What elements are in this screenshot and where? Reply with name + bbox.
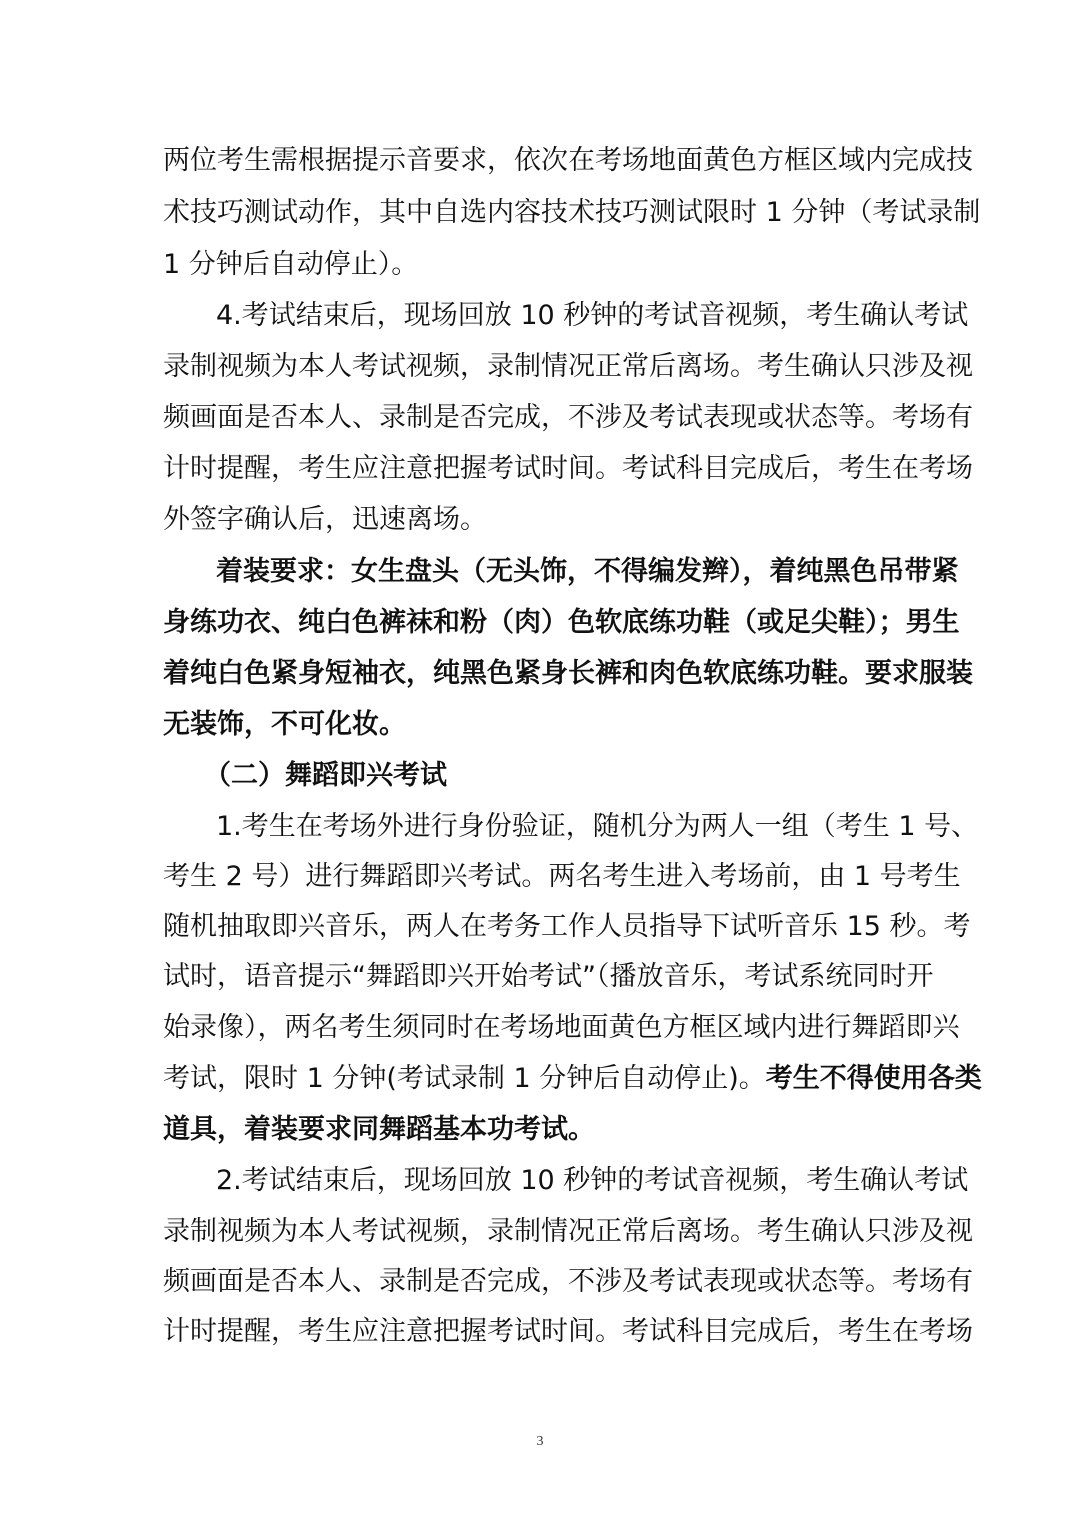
text-line: 录制视频为本人考试视频，录制情况正常后离场。考生确认只涉及视 (163, 1216, 973, 1247)
page-number: 3 (536, 1434, 544, 1449)
text-line: 4.考试结束后，现场回放 10 秒钟的考试音视频，考生确认考试 (216, 300, 969, 331)
text-line: 计时提醒，考生应注意把握考试时间。考试科目完成后，考生在考场 (163, 453, 973, 484)
text-line: 计时提醒，考生应注意把握考试时间。考试科目完成后，考生在考场 (163, 1316, 973, 1347)
text-line: 频画面是否本人、录制是否完成，不涉及考试表现或状态等。考场有 (163, 1266, 973, 1297)
text-line: 频画面是否本人、录制是否完成，不涉及考试表现或状态等。考场有 (163, 402, 973, 433)
text-line: 术技巧测试动作，其中自选内容技术技巧测试限时 1 分钟（考试录制 (163, 197, 981, 228)
text-line: 2.考试结束后，现场回放 10 秒钟的考试音视频，考生确认考试 (216, 1165, 969, 1196)
text-line: 始录像），两名考生须同时在考场地面黄色方框区域内进行舞蹈即兴 (163, 1012, 960, 1043)
dress-code-line: 着纯白色紧身短袖衣，纯黑色紧身长裤和肉色软底练功鞋。要求服装 (163, 658, 973, 689)
text-line: 试时，语音提示“舞蹈即兴开始考试”（播放音乐，考试系统同时开 (163, 961, 934, 992)
bold-text-line: 道具，着装要求同舞蹈基本功考试。 (163, 1114, 595, 1145)
text-line: 1 分钟后自动停止）。 (163, 249, 419, 280)
text-line: 1.考生在考场外进行身份验证，随机分为两人一组（考生 1 号、 (216, 811, 979, 842)
text-line: 录制视频为本人考试视频，录制情况正常后离场。考生确认只涉及视 (163, 351, 973, 382)
text-line: 考生 2 号）进行舞蹈即兴考试。两名考生进入考场前，由 1 号考生 (163, 861, 961, 892)
text-segment: 考试，限时 1 分钟(考试录制 1 分钟后自动停止)。 (163, 1063, 766, 1094)
text-line (163, 1059, 982, 1099)
dress-code-line: 身练功衣、纯白色裤袜和粉（肉）色软底练功鞋（或足尖鞋）；男生 (163, 607, 960, 638)
text-line: 外签字确认后，迅速离场。 (163, 504, 487, 535)
section-heading: （二）舞蹈即兴考试 (204, 760, 447, 791)
dress-code-line: 无装饰，不可化妆。 (163, 709, 406, 740)
text-line: 两位考生需根据提示音要求，依次在考场地面黄色方框区域内完成技 (163, 145, 973, 176)
dress-code-line: 着装要求：女生盘头（无头饰，不得编发辫），着纯黑色吊带紧 (216, 556, 959, 587)
bold-text-segment: 考生不得使用各类 (765, 1063, 982, 1094)
text-line: 随机抽取即兴音乐，两人在考务工作人员指导下试听音乐 15 秒。考 (163, 911, 971, 942)
